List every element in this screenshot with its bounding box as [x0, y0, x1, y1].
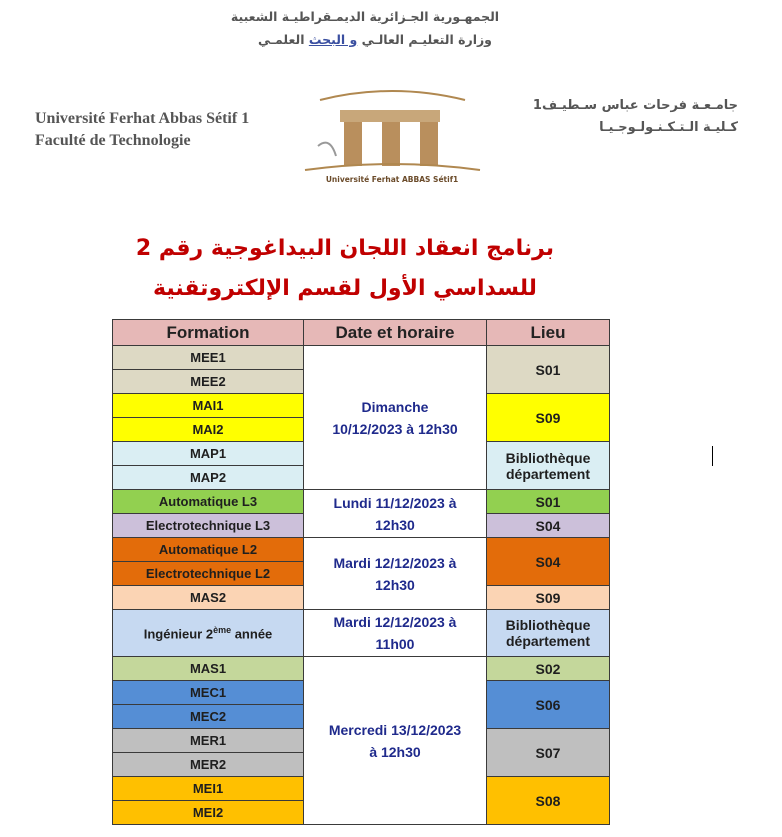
ar-university-name: جامـعـة فرحات عباس سـطيـف1 [532, 98, 738, 113]
formation-cell: MER2 [113, 753, 304, 777]
university-logo [300, 86, 485, 186]
header-lieu: Lieu [487, 320, 610, 346]
lieu-cell: S01 [487, 490, 610, 514]
date-cell: Mardi 12/12/2023 à 11h00 [304, 610, 487, 657]
formation-cell: MAI1 [113, 394, 304, 418]
date-cell: Lundi 11/12/2023 à 12h30 [304, 490, 487, 538]
page-subtitle: للسداسي الأول لقسم الإلكتروتقنية [153, 276, 537, 301]
table-row [113, 490, 610, 514]
date-cell: Dimanche 10/12/2023 à 12h30 [304, 346, 487, 490]
lieu-cell: S04 [487, 538, 610, 586]
formation-cell: MAS1 [113, 657, 304, 681]
lieu-cell: S02 [487, 657, 610, 681]
formation-cell: Electrotechnique L3 [113, 514, 304, 538]
header-formation: Formation [113, 320, 304, 346]
table-row [113, 657, 610, 681]
formation-cell: Ingénieur 2ème année [113, 610, 304, 657]
fr-university-name: Université Ferhat Abbas Sétif 1 [35, 110, 250, 127]
formation-cell: Electrotechnique L2 [113, 562, 304, 586]
header-date: Date et horaire [304, 320, 487, 346]
svg-text:Université Ferhat ABBAS Sétif1: Université Ferhat ABBAS Sétif1 [325, 175, 459, 184]
lieu-cell: S09 [487, 394, 610, 442]
lieu-cell: S07 [487, 729, 610, 777]
formation-cell: MEI2 [113, 801, 304, 825]
formation-cell: MAI2 [113, 418, 304, 442]
lieu-cell: S06 [487, 681, 610, 729]
formation-cell: MEC1 [113, 681, 304, 705]
lieu-cell: S04 [487, 514, 610, 538]
formation-cell: MEC2 [113, 705, 304, 729]
formation-cell: MAP1 [113, 442, 304, 466]
ar-faculty-name: كـليـة الـتـكـنـولـوجـيـا [599, 120, 738, 135]
formation-cell: MAP2 [113, 466, 304, 490]
date-cell: Mercredi 13/12/2023 à 12h30 [304, 657, 487, 825]
formation-cell: MEI1 [113, 777, 304, 801]
ar-ministry-line: وزارة التعليـم العالـي و البحث العلمـي [258, 32, 492, 47]
text-cursor [712, 446, 713, 466]
formation-cell: Automatique L2 [113, 538, 304, 562]
lieu-cell: S01 [487, 346, 610, 394]
formation-cell: MAS2 [113, 586, 304, 610]
lieu-cell: S08 [487, 777, 610, 825]
fr-faculty-name: Faculté de Technologie [35, 132, 191, 149]
formation-cell: MEE1 [113, 346, 304, 370]
table-row [113, 610, 610, 657]
lieu-cell: S09 [487, 586, 610, 610]
formation-cell: Automatique L3 [113, 490, 304, 514]
date-cell: Mardi 12/12/2023 à 12h30 [304, 538, 487, 610]
table-header-row [113, 320, 610, 346]
page-title: برنامج انعقاد اللجان البيداغوجية رقم 2 [135, 236, 555, 261]
ar-republic-line: الجمهـورية الجـزائرية الديمـقراطيـة الشعبية [230, 9, 500, 24]
table-row [113, 346, 610, 370]
schedule-table [112, 319, 610, 825]
table-row [113, 538, 610, 562]
formation-cell: MEE2 [113, 370, 304, 394]
formation-cell: MER1 [113, 729, 304, 753]
lieu-cell: Bibliothèque département [487, 610, 610, 657]
lieu-cell: Bibliothèque département [487, 442, 610, 490]
